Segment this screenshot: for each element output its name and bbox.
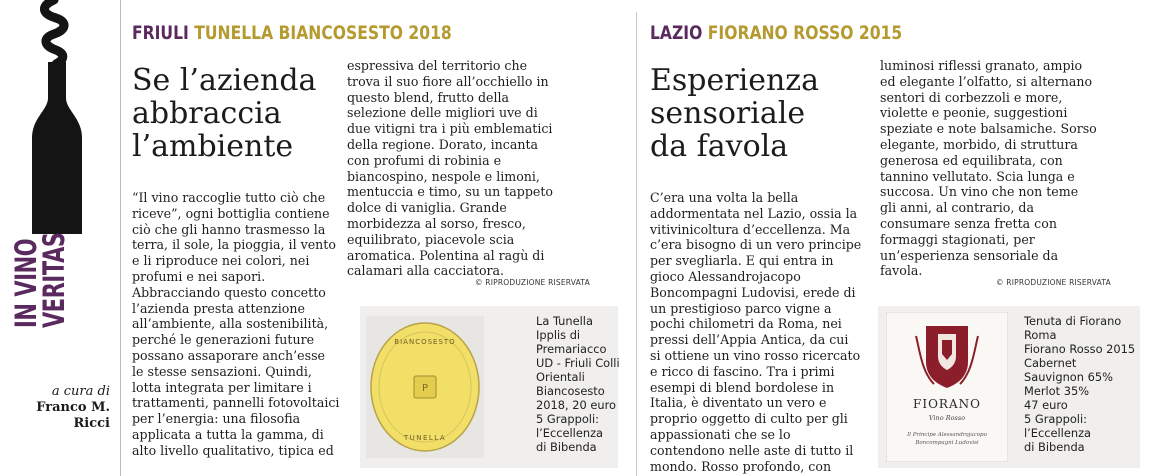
article-body-col2: espressiva del territorio che trova il suo fiore all’occhiello in questo blend, frutto della selezione delle migliori uve di due vitigni tra i più emblematici della regione. Dorato, incanta con profumi di robinia e biancospino, nespole e limoni, mentuccia e timo, su un tappeto dolce di vaniglia. Grande morbidezza al sorso, fresco, equilibrato, piacevole scia aromatica. Polentina al ragù di calamari alla cacciatora. bbox=[347, 58, 553, 279]
info-line: Tenuta di Fiorano bbox=[1024, 314, 1122, 328]
fiorano-label-sub: Vino Rosso bbox=[928, 414, 966, 422]
info-line: Orientali bbox=[536, 370, 585, 384]
wine-bottle-corkscrew-illustration bbox=[10, 0, 110, 240]
headline-line: l’ambiente bbox=[132, 129, 294, 164]
headline-line: abbraccia bbox=[132, 96, 282, 131]
article-body-col1: “Il vino raccoglie tutto ciò che riceve”, ogni bottiglia contiene ciò che gli hanno trasmesso la terra, il sole, la pioggia, il vento e li riproduce nei colori, nei profumi e nei sapori. Abbracciando questo concetto l’azienda presta attenzione all’ambiente, alla sostenibilità, perché le generazioni future possano assaporare anch’esse le stesse sensazioni. Quindi, lotta integrata per limitare i trattamenti, pannelli fotovoltaici per l’energia: una filosofia applicata a tutta la gamma, di alto livello qualitativo, tipica ed bbox=[132, 190, 340, 458]
article-body-col2: luminosi riflessi granato, ampio ed elegante l’olfatto, si alternano sentori di corbezzoli e more, violette e peonie, suggestioni speziate e note balsamiche. Sorso elegante, morbido, di struttura generosa ed equilibrata, con tannino vellutato. Scia lunga e succosa. Un vino che non teme gli anni, al contrario, da consumare senza fretta con formaggi stagionati, per un’esperienza sensoriale da favola. bbox=[880, 58, 1097, 279]
fiorano-label-brand: FIORANO bbox=[913, 397, 981, 411]
info-line: Cabernet bbox=[1024, 356, 1077, 370]
credit-label: a cura di bbox=[51, 384, 110, 399]
headline-lazio bbox=[650, 64, 860, 163]
headline-line: da favola bbox=[650, 129, 789, 164]
rubric-line-1: IN VINO bbox=[9, 238, 43, 328]
info-line: 2018, 20 euro bbox=[536, 398, 616, 412]
fiorano-label-image bbox=[886, 312, 1008, 462]
credit-name-line-1: Franco M. bbox=[36, 400, 110, 415]
wine-card-tunella bbox=[360, 306, 618, 468]
info-line: di Bibenda bbox=[1024, 440, 1085, 454]
kicker-wine: TUNELLA BIANCOSESTO 2018 bbox=[194, 22, 452, 44]
wine-card-fiorano bbox=[878, 306, 1140, 468]
info-line: Roma bbox=[1024, 328, 1057, 342]
headline-line: sensoriale bbox=[650, 96, 806, 131]
rubric-in-vino-veritas bbox=[8, 232, 118, 332]
info-line: 47 euro bbox=[1024, 398, 1068, 412]
wine-info-tunella bbox=[536, 314, 620, 454]
column-rule bbox=[120, 0, 121, 476]
info-line: Sauvignon 65% bbox=[1024, 370, 1113, 384]
info-line: l’Eccellenza bbox=[536, 426, 604, 440]
rubric-line-2: VERITAS bbox=[37, 232, 71, 328]
tunella-label-top-text: BIANCOSESTO bbox=[394, 338, 456, 346]
svg-text:P: P bbox=[421, 383, 429, 394]
info-line: Fiorano Rosso 2015 bbox=[1024, 342, 1136, 356]
kicker-wine: FIORANO ROSSO 2015 bbox=[707, 22, 903, 44]
info-line: Biancosesto bbox=[536, 384, 605, 398]
info-line: l’Eccellenza bbox=[1024, 426, 1092, 440]
info-line: di Bibenda bbox=[536, 440, 597, 454]
info-line: Merlot 35% bbox=[1024, 384, 1090, 398]
info-line: Ipplis di bbox=[536, 328, 581, 342]
info-line: La Tunella bbox=[536, 314, 593, 328]
article-body-col1: C’era una volta la bella addormentata nel Lazio, ossia la vitivinicoltura d’eccellenza. Ma c’era bisogno di un vero principe per svegliarla. E qui entra in gioco Alessandrojacopo Boncompagni Ludovisi, erede di un prestigioso parco vigne a pochi chilometri da Roma, nei pressi dell’Appia Antica, da cui si ottiene un vino rosso ricercato e ricco di fascino. Tra i primi esempi di blend bordolese in Italia, è diventato un vero e proprio oggetto di culto per gli appassionati che se lo contendono nelle aste di tutto il mondo. Rosso profondo, con bbox=[650, 190, 862, 474]
kicker-region: FRIULI bbox=[132, 22, 189, 44]
info-line: 5 Grappoli: bbox=[536, 412, 599, 426]
headline-line: Esperienza bbox=[650, 63, 819, 98]
article-divider bbox=[636, 12, 637, 476]
info-line: Premariacco bbox=[536, 342, 607, 356]
article-kicker-lazio bbox=[650, 22, 902, 48]
wine-info-fiorano bbox=[1024, 314, 1135, 454]
headline-line: Se l’azienda bbox=[132, 63, 317, 98]
kicker-region: LAZIO bbox=[650, 22, 703, 44]
author-credit bbox=[20, 384, 110, 432]
info-line: 5 Grappoli: bbox=[1024, 412, 1087, 426]
copyright-notice: © RIPRODUZIONE RISERVATA bbox=[475, 278, 590, 287]
fiorano-label-signature-2: Boncompagni Ludovisi bbox=[915, 440, 979, 446]
article-kicker-friuli bbox=[132, 22, 452, 48]
fiorano-label-signature-1: Il Principe Alessandrojacopo bbox=[907, 432, 987, 438]
headline-friuli bbox=[132, 64, 332, 163]
credit-name-line-2: Ricci bbox=[73, 416, 110, 431]
tunella-label-bottom-text: TUNELLA bbox=[403, 434, 447, 442]
copyright-notice: © RIPRODUZIONE RISERVATA bbox=[996, 278, 1111, 287]
info-line: UD - Friuli Colli bbox=[536, 356, 620, 370]
tunella-label-image bbox=[366, 316, 484, 458]
